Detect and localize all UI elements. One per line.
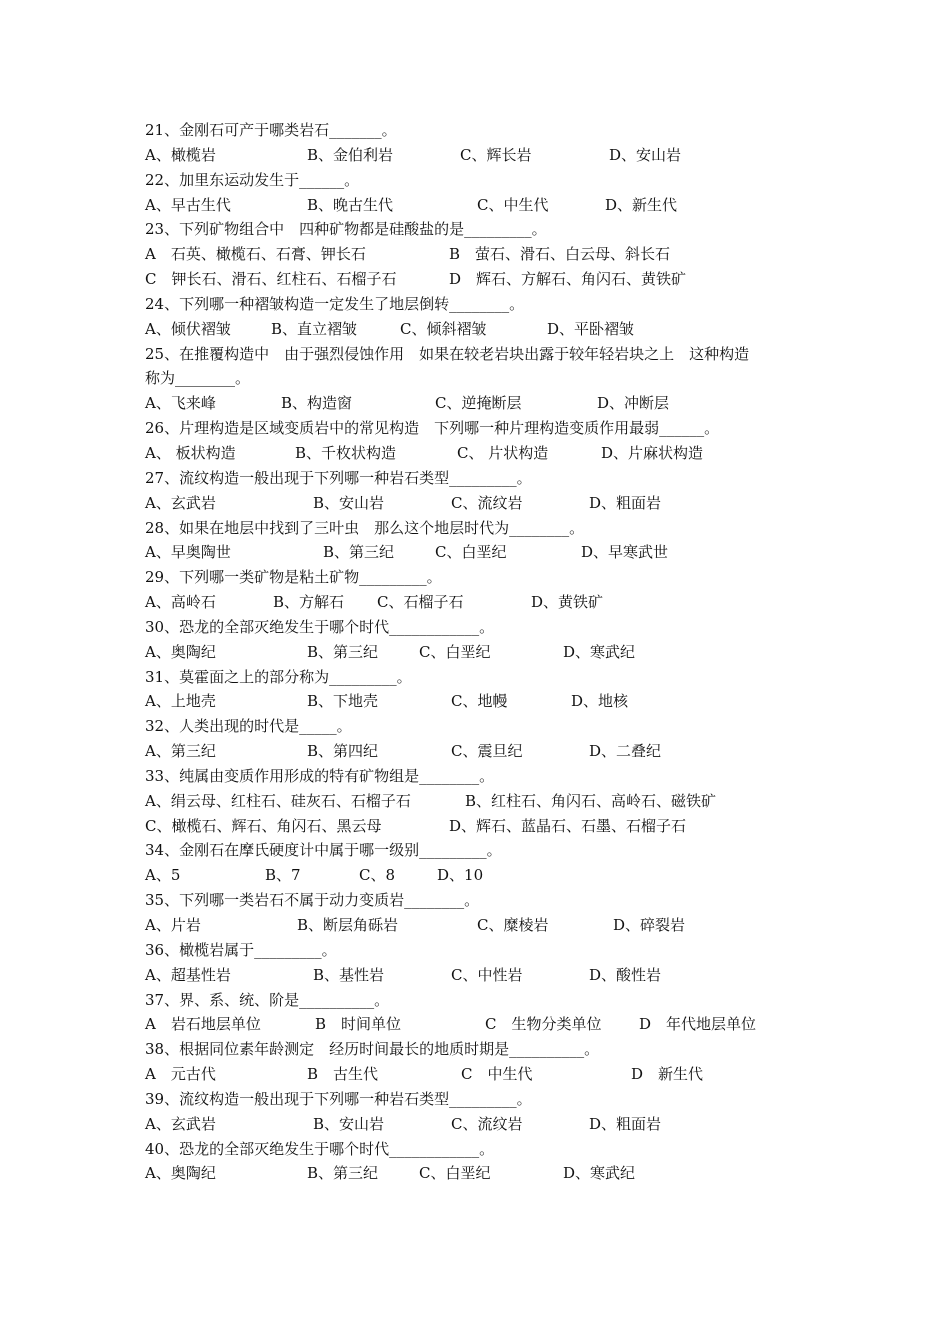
answer-option: C、倾斜褶皱 [400,319,487,338]
question-text: 29、下列哪一类矿物是粘土矿物_________。 [145,568,442,587]
answer-option: A、上地壳 [145,692,216,711]
question-text: 22、加里东运动发生于______。 [145,170,360,189]
option-row [145,814,825,839]
answer-option: D、酸性岩 [589,965,662,984]
question-text: 38、根据同位素年龄测定 经历时间最长的地质时期是__________。 [145,1040,600,1059]
answer-option: C、糜棱岩 [477,916,549,934]
question-text: 39、流纹构造一般出现于下列哪一种岩石类型_________。 [145,1089,532,1108]
answer-option: B、下地壳 [307,692,379,711]
answer-option: A、高岭石 [145,593,216,612]
answer-option: A、奥陶纪 [145,1164,216,1183]
answer-option: A、早古生代 [145,195,231,214]
answer-option: B、构造窗 [281,394,353,413]
answer-option: B、安山岩 [313,1114,385,1133]
option-row [145,540,825,565]
answer-option: A、玄武岩 [145,1114,216,1133]
answer-option: A、奥陶纪 [145,642,216,661]
question-text: 31、莫霍面之上的部分称为_________。 [145,667,412,686]
answer-option: A 元古代 [145,1065,216,1084]
question-text: 24、下列哪一种褶皱构造一定发生了地层倒转________。 [145,294,525,313]
answer-option: C、白垩纪 [419,642,491,661]
question-text: 36、橄榄岩属于_________。 [145,940,337,959]
answer-option: D、碎裂岩 [613,916,686,934]
answer-option: C、地幔 [451,692,508,711]
answer-option: A、绢云母、红柱石、硅灰石、石榴子石 [145,791,411,810]
question-text: 21、金刚石可产于哪类岩石_______。 [145,121,397,139]
question-text: 32、人类出现的时代是_____。 [145,717,352,736]
answer-option: C 钾长石、滑石、红柱石、石榴子石 [145,270,397,289]
answer-option: A、5 [145,866,181,885]
answer-option: B、第三纪 [307,1164,379,1183]
answer-option: D、寒武纪 [563,1164,636,1183]
answer-option: C、辉长岩 [460,145,532,164]
option-row [145,143,825,168]
option-row [145,789,825,814]
answer-option: B、金伯利岩 [307,145,394,164]
answer-option: A、 板状构造 [145,443,236,462]
option-row [145,441,825,466]
answer-option: B、安山岩 [313,493,385,512]
answer-option: C、 片状构造 [457,443,549,462]
option-row [145,1112,825,1137]
answer-option: D、片麻状构造 [601,443,704,462]
answer-option: A、橄榄岩 [145,145,216,164]
option-row [145,317,825,342]
question-text: 40、恐龙的全部灭绝发生于哪个时代____________。 [145,1139,495,1158]
option-row [145,963,825,988]
answer-option: D、新生代 [605,195,678,214]
answer-option: C、中生代 [477,195,549,214]
answer-option: C、白垩纪 [419,1164,491,1183]
option-row [145,689,825,714]
question-text: 27、流纹构造一般出现于下列哪一种岩石类型_________。 [145,468,532,487]
answer-option: D、黄铁矿 [531,593,604,612]
option-row [145,491,825,516]
answer-option: B 古生代 [307,1065,379,1084]
answer-option: C、逆掩断层 [435,394,522,413]
answer-option: A、玄武岩 [145,493,216,512]
answer-option: C、流纹岩 [451,493,523,512]
answer-option: D、寒武纪 [563,642,636,661]
answer-option: C、流纹岩 [451,1114,523,1133]
answer-option: D 辉石、方解石、角闪石、黄铁矿 [449,270,687,289]
option-row [145,590,825,615]
answer-option: A、早奥陶世 [145,543,231,562]
answer-option: C、震旦纪 [451,742,523,761]
answer-option: A、片岩 [145,916,201,934]
answer-option: D、二叠纪 [589,742,662,761]
answer-option: B、晚古生代 [307,195,394,214]
question-text: 23、下列矿物组合中 四种矿物都是硅酸盐的是_________。 [145,220,547,239]
question-text: 称为________。 [145,369,251,388]
option-row [145,267,825,292]
answer-option: D、地核 [571,692,629,711]
answer-option: C 生物分类单位 [485,1015,602,1034]
question-text: 30、恐龙的全部灭绝发生于哪个时代____________。 [145,617,495,636]
answer-option: C、石榴子石 [377,593,464,612]
question-text: 37、界、系、统、阶是__________。 [145,990,390,1009]
answer-option: D、早寒武世 [581,543,669,562]
answer-option: B、第三纪 [323,543,395,562]
answer-option: B、断层角砾岩 [297,916,399,934]
answer-option: C、白垩纪 [435,543,507,562]
answer-option: B、第四纪 [307,742,379,761]
answer-option: D、粗面岩 [589,1114,662,1133]
answer-option: D、平卧褶皱 [547,319,635,338]
answer-option: A 石英、橄榄石、石膏、钾长石 [145,245,366,264]
answer-option: B、红柱石、角闪石、高岭石、磁铁矿 [465,791,717,810]
answer-option: B、基性岩 [313,965,385,984]
answer-option: C、橄榄石、辉石、角闪石、黑云母 [145,816,382,835]
answer-option: B、方解石 [273,593,345,612]
question-text: 33、纯属由变质作用形成的特有矿物组是________。 [145,766,495,785]
answer-option: B、第三纪 [307,642,379,661]
option-row [145,242,825,267]
answer-option: D 新生代 [631,1065,704,1084]
option-row [145,913,825,938]
answer-option: C、中性岩 [451,965,523,984]
option-row [145,391,825,416]
answer-option: D、辉石、蓝晶石、石墨、石榴子石 [449,816,687,835]
answer-option: B、直立褶皱 [271,319,358,338]
option-row [145,863,825,888]
answer-option: B、7 [265,866,301,885]
option-row [145,640,825,665]
answer-option: D、粗面岩 [589,493,662,512]
answer-option: C 中生代 [461,1065,533,1084]
answer-option: D、10 [437,866,484,885]
question-text: 25、在推覆构造中 由于强烈侵蚀作用 如果在较老岩块出露于较年轻岩块之上 这种构造 [145,344,750,363]
exam-page [145,118,825,1186]
option-row [145,1062,825,1087]
answer-option: D 年代地层单位 [639,1015,757,1034]
answer-option: B 萤石、滑石、白云母、斜长石 [449,245,671,264]
question-text: 26、片理构造是区域变质岩中的常见构造 下列哪一种片理构造变质作用最弱______。 [145,419,720,438]
option-row [145,1161,825,1186]
answer-option: B、千枚状构造 [295,443,397,462]
answer-option: D、冲断层 [597,394,670,413]
answer-option: B 时间单位 [315,1015,402,1034]
question-text: 34、金刚石在摩氏硬度计中属于哪一级别_________。 [145,841,502,860]
option-row [145,1012,825,1037]
answer-option: A、第三纪 [145,742,216,761]
answer-option: A、超基性岩 [145,965,231,984]
option-row [145,739,825,764]
question-text: 28、如果在地层中找到了三叶虫 那么这个地层时代为________。 [145,518,585,537]
option-row [145,193,825,218]
answer-option: A、飞来峰 [145,394,216,413]
answer-option: A 岩石地层单位 [145,1015,261,1034]
answer-option: A、倾伏褶皱 [145,319,231,338]
answer-option: D、安山岩 [609,145,682,164]
question-text: 35、下列哪一类岩石不属于动力变质岩________。 [145,891,480,910]
answer-option: C、8 [359,866,396,885]
